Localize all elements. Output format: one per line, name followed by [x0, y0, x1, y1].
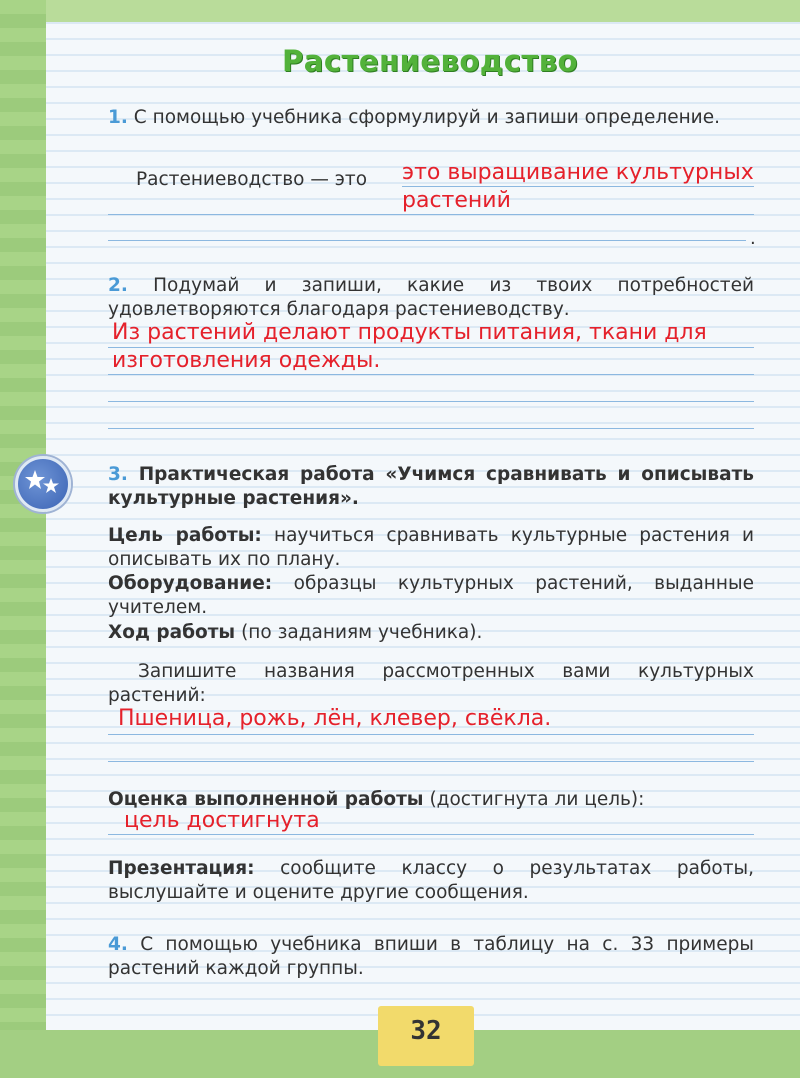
q2-text: Подумай и запиши, какие из твоих потребностей удовлетворяются благодаря растениеводству. [108, 275, 754, 320]
q1-text: С помощью учебника сформулируй и запиши определение. [133, 107, 720, 128]
q1-prompt: Растениеводство — это [136, 169, 368, 190]
q2-write-line-1 [108, 347, 754, 348]
q3-write-line-3 [108, 834, 754, 835]
q2-write-line-3 [108, 401, 754, 402]
q3-presentation-label: Презентация: [108, 858, 255, 879]
q1-write-line-2 [108, 214, 754, 215]
q3-process [108, 621, 754, 645]
q1-write-line-3 [108, 240, 746, 241]
q3-write-line-1 [108, 734, 754, 735]
q3-presentation-text: сообщите классу о результатах работы, выслушайте и оцените другие сообщения. [108, 858, 754, 903]
q4-number: 4. [108, 934, 128, 955]
page-frame-left [0, 0, 46, 1078]
q2-number: 2. [108, 275, 128, 296]
q3-task-text: Запишите названия рассмотренных вами культурных растений: [108, 661, 754, 706]
q3-evaluation-text: (достигнута ли цель): [429, 789, 645, 810]
q3-title-block [108, 463, 754, 511]
q3-presentation [108, 857, 754, 905]
page-number: 32 [410, 1016, 442, 1046]
q3-process-label: Ход работы [108, 622, 236, 643]
q3-evaluation-answer: цель достигнута [124, 808, 320, 833]
q1-answer-line1: это выращивание культурных [402, 160, 754, 185]
q1-number: 1. [108, 107, 128, 128]
q4-text-block [108, 933, 754, 981]
page-title: Растениеводство [282, 44, 578, 78]
q3-evaluation-label: Оценка выполненной работы [108, 789, 424, 810]
q1-text-block [108, 106, 754, 130]
practical-work-stars-icon [15, 456, 71, 512]
q1-write-line-1 [402, 186, 754, 187]
q2-write-line-2 [108, 374, 754, 375]
q3-process-text: (по заданиям учебника). [241, 622, 483, 643]
q3-number: 3. [108, 464, 128, 485]
q3-equipment-text: образцы культурных растений, выданные учителем. [108, 573, 754, 618]
q3-write-line-2 [108, 761, 754, 762]
page-frame-top [0, 0, 800, 22]
q2-text-block [108, 274, 754, 322]
q3-title: Практическая работа «Учимся сравнивать и описывать культурные растения». [108, 464, 754, 509]
q2-answer-line2: изготовления одежды. [112, 348, 381, 373]
q3-task-answer: Пшеница, рожь, лён, клевер, свёкла. [118, 706, 552, 731]
q2-answer-line1: Из растений делают продукты питания, ткани для [112, 320, 707, 345]
q2-write-line-4 [108, 428, 754, 429]
q1-line-end-dot: . [750, 228, 756, 249]
q3-goal-label: Цель работы: [108, 525, 262, 546]
q3-goal-text: научиться сравнивать культурные растения и описывать их по плану. [108, 525, 754, 570]
q4-text: С помощью учебника впиши в таблицу на с. 33 примеры растений каждой группы. [108, 934, 754, 979]
q3-equipment [108, 572, 754, 620]
q3-goal [108, 524, 754, 572]
q1-answer-line2: растений [402, 188, 511, 213]
q3-equipment-label: Оборудование: [108, 573, 273, 594]
